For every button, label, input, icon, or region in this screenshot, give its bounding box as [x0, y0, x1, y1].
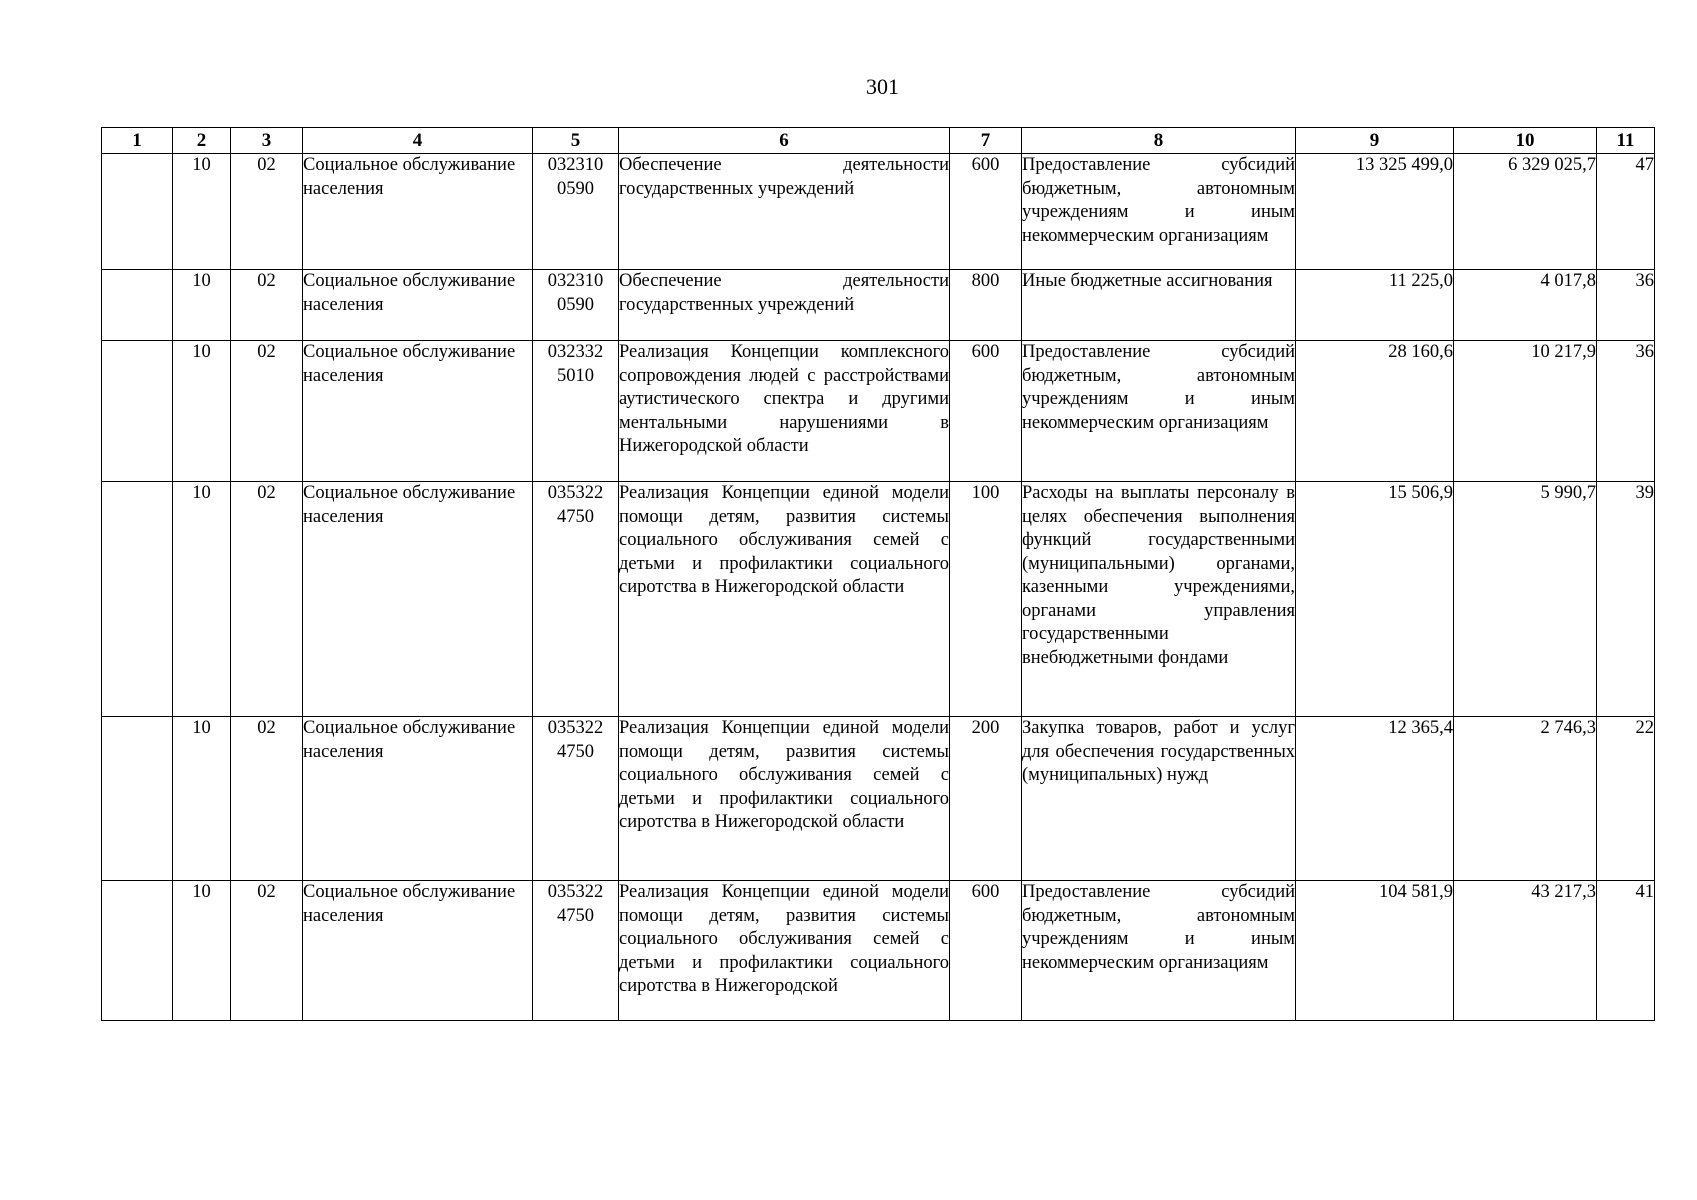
- cell-percent: 36: [1597, 270, 1655, 341]
- cell-plan-amount: 104 581,9: [1296, 881, 1454, 1021]
- cell-section: 10: [173, 482, 231, 717]
- table-row: [102, 881, 1655, 1021]
- cell-plan-amount: 13 325 499,0: [1296, 154, 1454, 270]
- cell-expense-name: Предоставление субсидий бюджетным, автономным учреждениям и иным некоммерческим организациям: [1022, 154, 1296, 270]
- cell-article-name: [619, 881, 950, 1021]
- header-col-11: 11: [1597, 128, 1655, 154]
- cell-target-article: 032332 5010: [533, 341, 619, 482]
- cell-subsection: 02: [231, 154, 303, 270]
- header-col-3: 3: [231, 128, 303, 154]
- cell-subsection: 02: [231, 270, 303, 341]
- cell-percent: 39: [1597, 482, 1655, 717]
- header-col-4: 4: [303, 128, 533, 154]
- cell-row-number: [102, 154, 173, 270]
- table-row: [102, 482, 1655, 717]
- cell-article-name: Реализация Концепции единой модели помощи детям, развития системы социального обслуживания семей с детьми и профилактики социального сиротства в Нижегородской области: [619, 717, 950, 881]
- cell-target-article: 035322 4750: [533, 482, 619, 717]
- cell-subsection-name: Социальное обслуживание населения: [303, 482, 533, 717]
- cell-percent: 47: [1597, 154, 1655, 270]
- cell-plan-amount: 12 365,4: [1296, 717, 1454, 881]
- cell-expense-type: 200: [950, 717, 1022, 881]
- header-col-10: 10: [1454, 128, 1597, 154]
- cell-row-number: [102, 717, 173, 881]
- cell-target-article: 032310 0590: [533, 270, 619, 341]
- cell-actual-amount: 6 329 025,7: [1454, 154, 1597, 270]
- budget-table: [101, 127, 1655, 1021]
- cell-row-number: [102, 270, 173, 341]
- cell-article-name: Обеспечение деятельности государственных учреждений: [619, 154, 950, 270]
- cell-expense-name: Иные бюджетные ассигнования: [1022, 270, 1296, 341]
- cell-subsection-name: Социальное обслуживание населения: [303, 154, 533, 270]
- table-row: [102, 717, 1655, 881]
- cell-actual-amount: 10 217,9: [1454, 341, 1597, 482]
- cell-plan-amount: 15 506,9: [1296, 482, 1454, 717]
- cell-subsection-name: Социальное обслуживание населения: [303, 881, 533, 1021]
- cell-expense-name: Закупка товаров, работ и услуг для обеспечения государственных (муниципальных) нужд: [1022, 717, 1296, 881]
- header-col-9: 9: [1296, 128, 1454, 154]
- cell-subsection-name: Социальное обслуживание населения: [303, 270, 533, 341]
- cell-subsection-name: Социальное обслуживание населения: [303, 717, 533, 881]
- table-row: [102, 270, 1655, 341]
- cell-section: 10: [173, 341, 231, 482]
- table-header-row: [102, 128, 1655, 154]
- cell-subsection: 02: [231, 341, 303, 482]
- cell-subsection: 02: [231, 881, 303, 1021]
- cell-actual-amount: 4 017,8: [1454, 270, 1597, 341]
- cell-expense-type: 800: [950, 270, 1022, 341]
- header-col-8: 8: [1022, 128, 1296, 154]
- cell-expense-type: 100: [950, 482, 1022, 717]
- cell-section: 10: [173, 717, 231, 881]
- cell-expense-name: Предоставление субсидий бюджетным, автономным учреждениям и иным некоммерческим организациям: [1022, 881, 1296, 1021]
- cell-target-article: 032310 0590: [533, 154, 619, 270]
- cell-expense-type: 600: [950, 154, 1022, 270]
- cell-plan-amount: 28 160,6: [1296, 341, 1454, 482]
- cell-target-article: 035322 4750: [533, 881, 619, 1021]
- cell-expense-name: Предоставление субсидий бюджетным, автономным учреждениям и иным некоммерческим организациям: [1022, 341, 1296, 482]
- cell-row-number: [102, 482, 173, 717]
- cell-subsection-name: Социальное обслуживание населения: [303, 341, 533, 482]
- article-name-text: Реализация Концепции единой модели помощи детям, развития системы социального обслуживания семей с детьми и профилактики социального сиротства в Нижегородской: [619, 882, 949, 996]
- cell-actual-amount: 43 217,3: [1454, 881, 1597, 1021]
- cell-percent: 36: [1597, 341, 1655, 482]
- cell-actual-amount: 5 990,7: [1454, 482, 1597, 717]
- cell-expense-type: 600: [950, 881, 1022, 1021]
- cell-section: 10: [173, 270, 231, 341]
- cell-expense-name: Расходы на выплаты персоналу в целях обеспечения выполнения функций государственными (муниципальными) органами, казенными учреждениями, органами управления государственными внебюджетными фондами: [1022, 482, 1296, 717]
- cell-article-name: Реализация Концепции комплексного сопровождения людей с расстройствами аутистического спектра и другими ментальными нарушениями в Нижегородской области: [619, 341, 950, 482]
- cell-subsection: 02: [231, 482, 303, 717]
- cell-plan-amount: 11 225,0: [1296, 270, 1454, 341]
- cell-expense-type: 600: [950, 341, 1022, 482]
- cell-article-name: Обеспечение деятельности государственных учреждений: [619, 270, 950, 341]
- cell-subsection: 02: [231, 717, 303, 881]
- cell-section: 10: [173, 881, 231, 1021]
- cell-row-number: [102, 341, 173, 482]
- table-row: [102, 341, 1655, 482]
- cell-percent: 41: [1597, 881, 1655, 1021]
- header-col-1: 1: [102, 128, 173, 154]
- table-row: [102, 154, 1655, 270]
- cell-article-name: Реализация Концепции единой модели помощи детям, развития системы социального обслуживания семей с детьми и профилактики социального сиротства в Нижегородской области: [619, 482, 950, 717]
- header-col-6: 6: [619, 128, 950, 154]
- cell-row-number: [102, 881, 173, 1021]
- header-col-7: 7: [950, 128, 1022, 154]
- cell-percent: 22: [1597, 717, 1655, 881]
- cell-actual-amount: 2 746,3: [1454, 717, 1597, 881]
- header-col-2: 2: [173, 128, 231, 154]
- header-col-5: 5: [533, 128, 619, 154]
- page-number: 301: [866, 74, 899, 99]
- cell-section: 10: [173, 154, 231, 270]
- cell-target-article: 035322 4750: [533, 717, 619, 881]
